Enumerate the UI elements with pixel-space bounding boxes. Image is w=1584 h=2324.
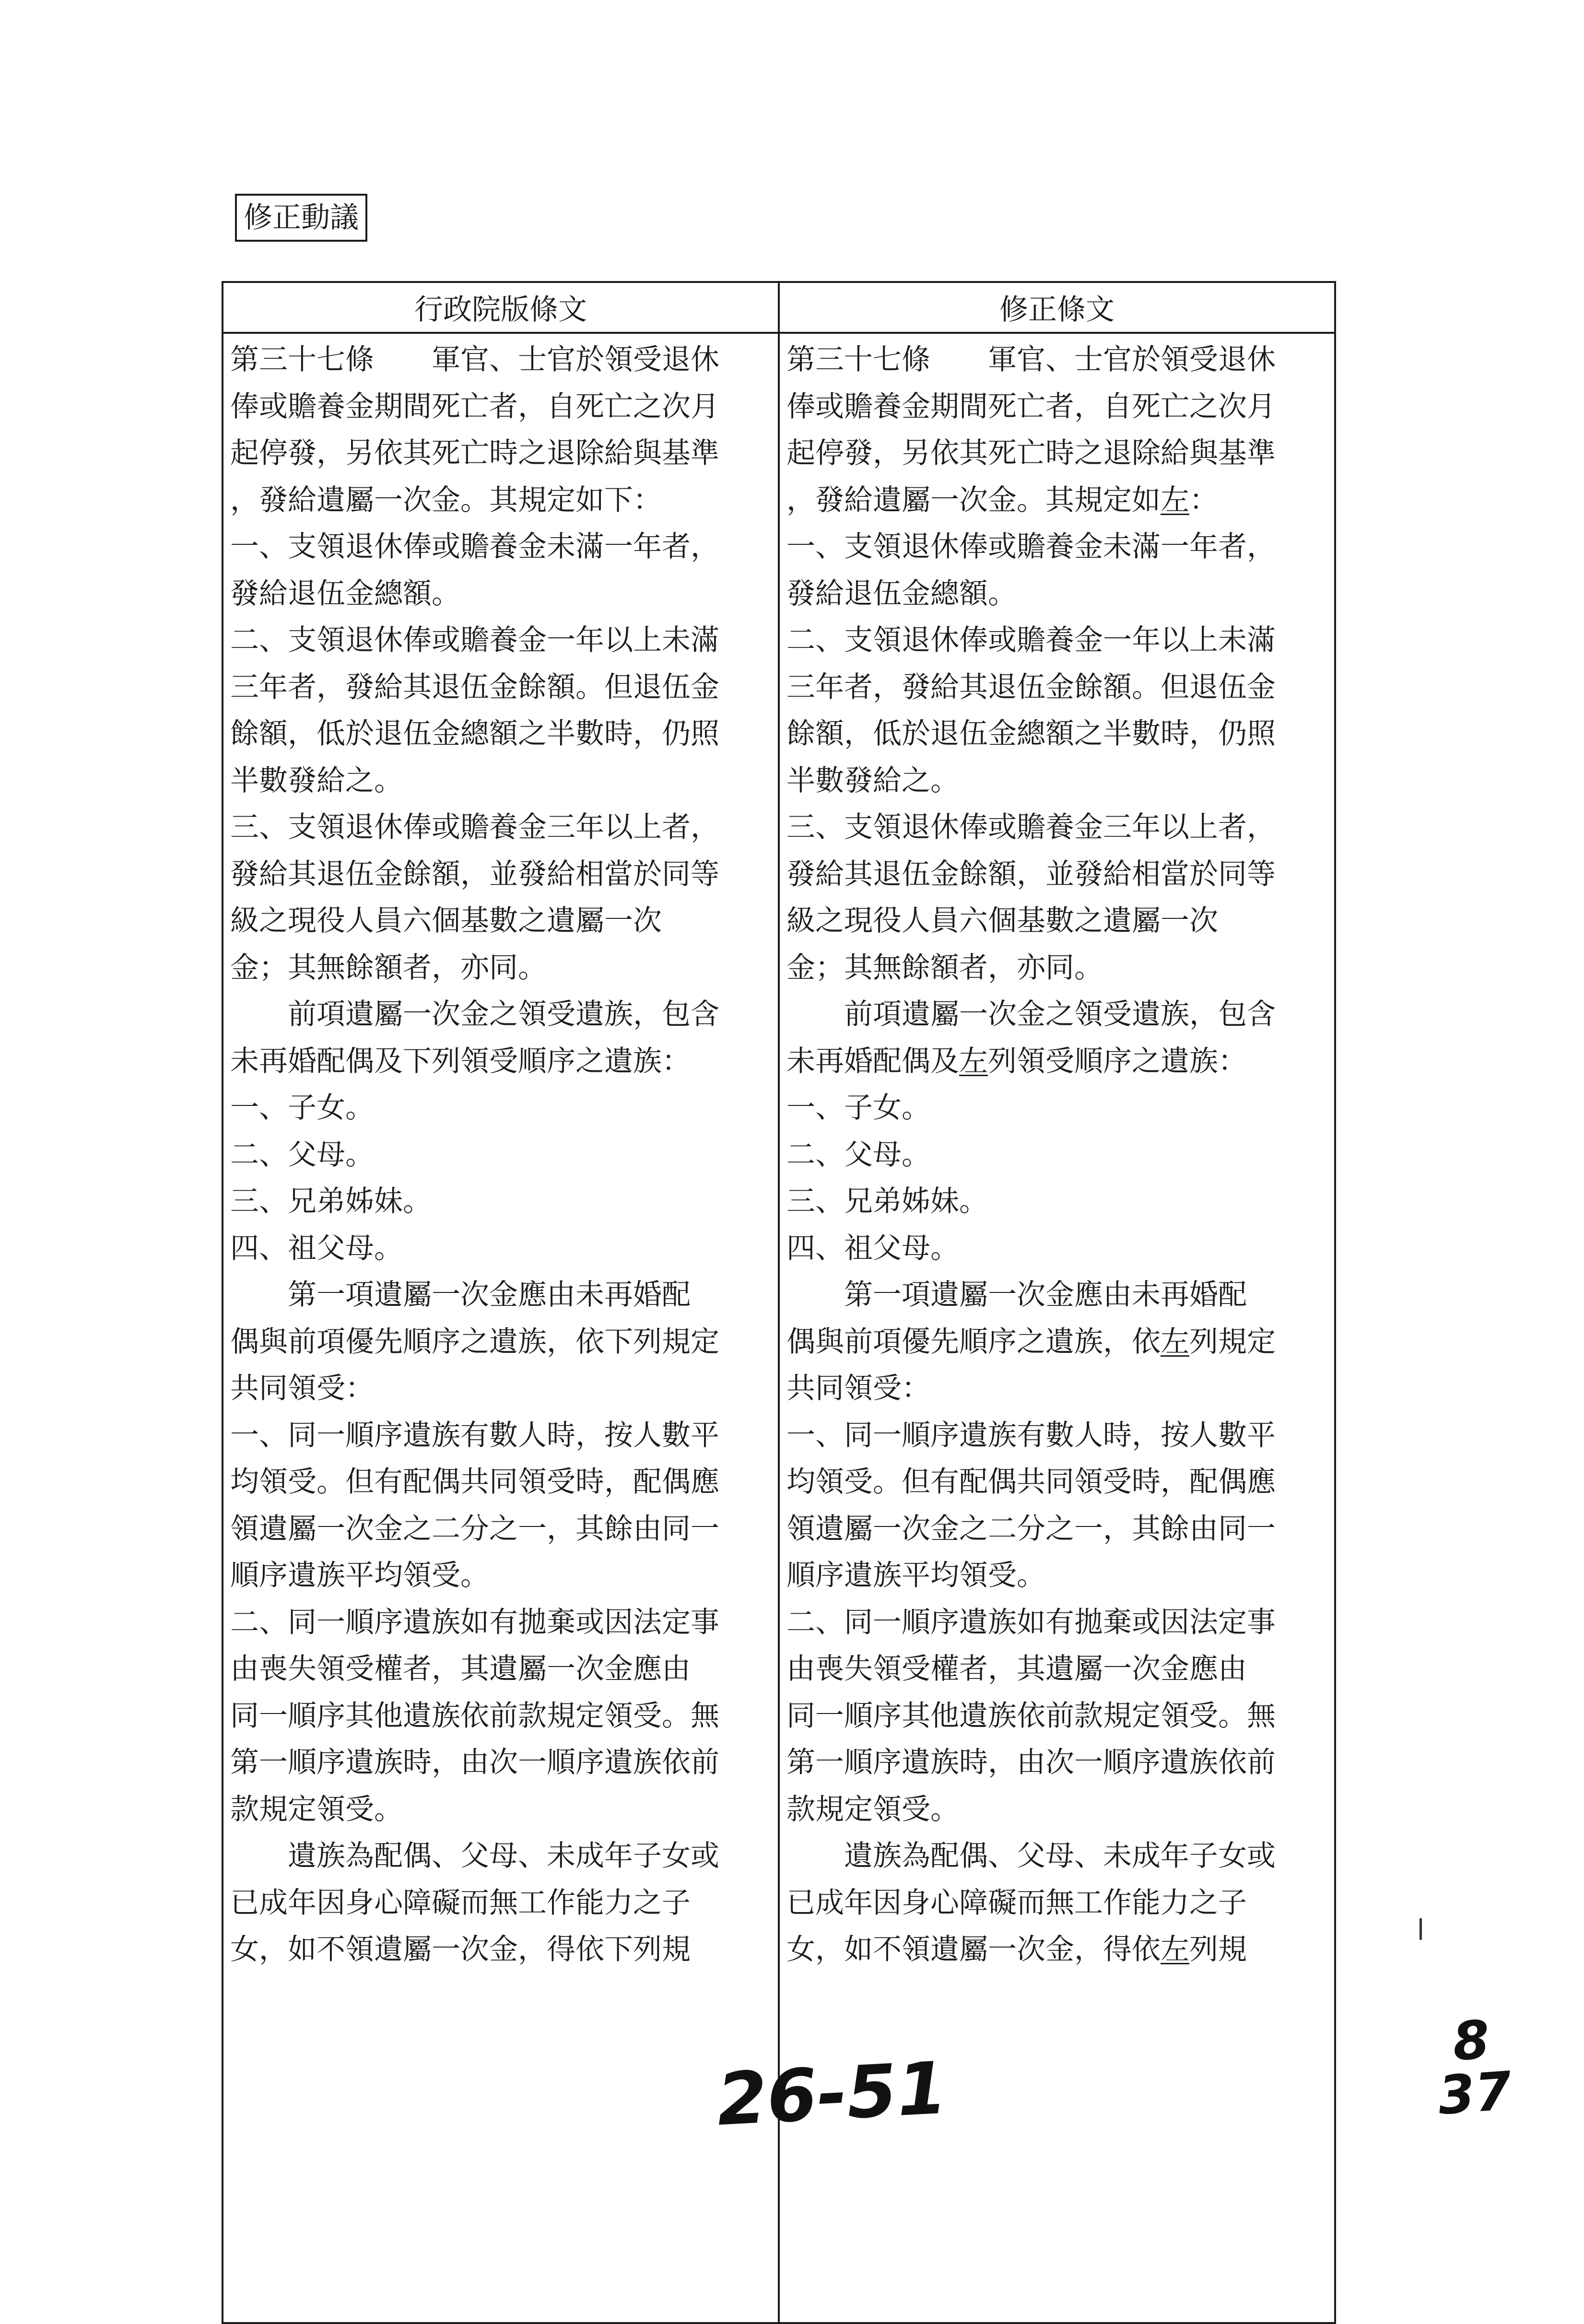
text-line: 三、兄弟姊妹。 — [786, 1185, 988, 1218]
text-line: 女，如不領遺屬一次金，得依下列規 — [230, 1933, 691, 1966]
motion-label: 修正動議 — [235, 194, 367, 242]
text-line: 未再婚配偶及左列領受順序之遺族： — [786, 1044, 1247, 1078]
text-line: 一、支領退休俸或贍養金未滿一年者， — [786, 530, 1276, 563]
text-line: 二、父母。 — [786, 1138, 930, 1172]
underlined-change: 左 — [1161, 1325, 1189, 1359]
text-line: 已成年因身心障礙而無工作能力之子 — [786, 1886, 1247, 1920]
handwritten-page-code: 26-51 — [715, 2046, 949, 2142]
text-line: 二、支領退休俸或贍養金一年以上未滿 — [230, 623, 719, 657]
text-line: 三年者，發給其退伍金餘額。但退伍金 — [230, 670, 719, 704]
text-line: 發給其退伍金餘額，並發給相當於同等 — [786, 857, 1276, 891]
text-line: 發給退伍金總額。 — [786, 576, 1017, 610]
text-line: 前項遺屬一次金之領受遺族，包含 — [230, 998, 719, 1031]
header-executive-version: 行政院版條文 — [223, 282, 779, 333]
text-line: 半數發給之。 — [786, 763, 959, 798]
text-line: 金；其無餘額者，亦同。 — [230, 951, 547, 985]
text-line: 一、支領退休俸或贍養金未滿一年者， — [230, 530, 719, 563]
text-line: 領遺屬一次金之二分之一，其餘由同一 — [230, 1512, 719, 1546]
text-line: 級之現役人員六個基數之遺屬一次 — [230, 904, 662, 938]
margin-note-bottom: 37 — [1436, 2060, 1514, 2127]
text-line: 俸或贍養金期間死亡者，自死亡之次月 — [786, 389, 1276, 423]
text-line: 款規定領受。 — [230, 1792, 403, 1826]
text-line: 均領受。但有配偶共同領受時，配偶應 — [786, 1465, 1276, 1499]
text-line: 三、支領退休俸或贍養金三年以上者， — [230, 810, 719, 844]
text-line: 遺族為配偶、父母、未成年子女或 — [230, 1839, 719, 1873]
text-line: 一、子女。 — [786, 1091, 930, 1125]
header-amended-version: 修正條文 — [779, 282, 1335, 333]
text-line: 三、兄弟姊妹。 — [230, 1185, 432, 1218]
underlined-change: 左 — [959, 1044, 988, 1078]
text-line: 第一項遺屬一次金應由未再婚配 — [230, 1278, 691, 1312]
pen-mark — [1420, 1918, 1422, 1940]
text-line: 第一項遺屬一次金應由未再婚配 — [786, 1278, 1247, 1312]
text-line: 第三十七條 軍官、士官於領受退休 — [230, 343, 719, 376]
text-line: 共同領受： — [786, 1372, 930, 1405]
executive-version-text — [223, 333, 779, 2323]
text-line: 一、同一順序遺族有數人時，按人數平 — [230, 1418, 719, 1452]
text-line: 女，如不領遺屬一次金，得依左列規 — [786, 1933, 1247, 1966]
text-line: 金；其無餘額者，亦同。 — [786, 951, 1103, 985]
text-line: 起停發，另依其死亡時之退除給與基準 — [230, 436, 719, 470]
text-line: 三年者，發給其退伍金餘額。但退伍金 — [786, 670, 1276, 704]
text-line: 半數發給之。 — [230, 763, 403, 798]
text-line: 款規定領受。 — [786, 1792, 959, 1826]
text-line: 餘額，低於退伍金總額之半數時，仍照 — [786, 717, 1276, 751]
text-line: 第一順序遺族時，由次一順序遺族依前 — [786, 1746, 1276, 1779]
text-line: 偶與前項優先順序之遺族，依左列規定 — [786, 1325, 1276, 1359]
text-line: 四、祖父母。 — [786, 1231, 959, 1265]
text-line: 順序遺族平均領受。 — [230, 1559, 489, 1592]
comparison-table — [222, 281, 1336, 2324]
text-line: 偶與前項優先順序之遺族，依下列規定 — [230, 1325, 719, 1359]
text-line: 由喪失領受權者，其遺屬一次金應由 — [786, 1652, 1247, 1686]
margin-note-top: 8 — [1451, 2008, 1492, 2073]
text-line: 第三十七條 軍官、士官於領受退休 — [786, 343, 1276, 376]
text-line: 領遺屬一次金之二分之一，其餘由同一 — [786, 1512, 1276, 1546]
text-line: 順序遺族平均領受。 — [786, 1559, 1045, 1592]
text-line: ，發給遺屬一次金。其規定如左： — [786, 483, 1218, 517]
text-line: 級之現役人員六個基數之遺屬一次 — [786, 904, 1218, 938]
text-line: 二、同一順序遺族如有拋棄或因法定事 — [786, 1605, 1276, 1639]
text-line: 遺族為配偶、父母、未成年子女或 — [786, 1839, 1276, 1873]
text-line: 三、支領退休俸或贍養金三年以上者， — [786, 810, 1276, 844]
amended-version-text — [779, 333, 1335, 2323]
text-line: 由喪失領受權者，其遺屬一次金應由 — [230, 1652, 691, 1686]
text-line: 同一順序其他遺族依前款規定領受。無 — [786, 1699, 1276, 1733]
text-line: 前項遺屬一次金之領受遺族，包含 — [786, 998, 1276, 1031]
text-line: 四、祖父母。 — [230, 1231, 403, 1265]
text-line: 二、父母。 — [230, 1138, 374, 1172]
text-line: 均領受。但有配偶共同領受時，配偶應 — [230, 1465, 719, 1499]
text-line: 共同領受： — [230, 1372, 374, 1405]
underlined-change: 左 — [1161, 1933, 1189, 1966]
text-line: 已成年因身心障礙而無工作能力之子 — [230, 1886, 691, 1920]
text-line: 餘額，低於退伍金總額之半數時，仍照 — [230, 717, 719, 751]
text-line: ，發給遺屬一次金。其規定如下： — [230, 483, 662, 517]
text-line: 起停發，另依其死亡時之退除給與基準 — [786, 436, 1276, 470]
text-line: 一、同一順序遺族有數人時，按人數平 — [786, 1418, 1276, 1452]
text-line: 二、同一順序遺族如有拋棄或因法定事 — [230, 1605, 719, 1639]
text-line: 俸或贍養金期間死亡者，自死亡之次月 — [230, 389, 719, 423]
handwritten-margin-note — [1433, 2008, 1514, 2127]
underlined-change: 左 — [1161, 483, 1189, 517]
text-line: 發給退伍金總額。 — [230, 576, 460, 610]
text-line: 發給其退伍金餘額，並發給相當於同等 — [230, 857, 719, 891]
text-line: 未再婚配偶及下列領受順序之遺族： — [230, 1044, 691, 1078]
text-line: 一、子女。 — [230, 1091, 374, 1125]
text-line: 同一順序其他遺族依前款規定領受。無 — [230, 1699, 719, 1733]
text-line: 二、支領退休俸或贍養金一年以上未滿 — [786, 623, 1276, 657]
text-line: 第一順序遺族時，由次一順序遺族依前 — [230, 1746, 719, 1779]
